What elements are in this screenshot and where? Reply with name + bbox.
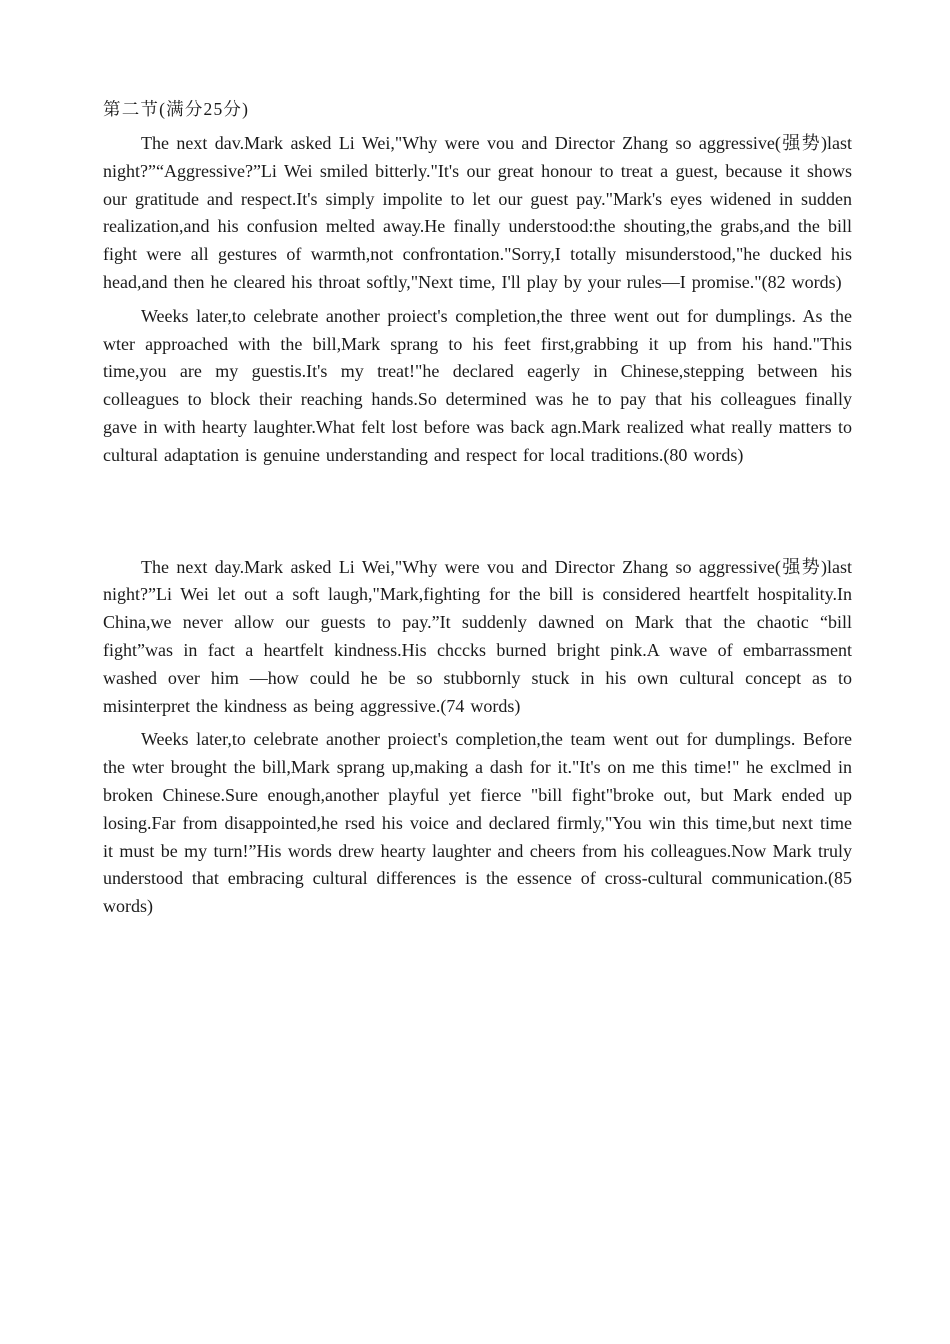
essay-2-paragraph-2: Weeks later,to celebrate another proiect's completion,the team went out for dumplings. Before the wter brought the bill,Mark sprang up,making a dash for it."It's on me this time!" he exclmed in broken Chinese.Sure enough,another playful yet fierce "bill fight"broke out, but Mark ended up losing.Far from disappointed,he rsed his voice and declared firmly,"You win this time,but next time it must be my turn!”His words drew hearty laughter and cheers from his colleagues.Now Mark truly understood that embracing cultural differences is the essence of cross-cultural communication.(85 words) xyxy=(103,729,852,917)
essay-2-paragraph-1: The next day.Mark asked Li Wei,"Why were vou and Director Zhang so aggressive(强势)last night?”Li Wei let out a soft laugh,"Mark,fighting for the bill is considered heartfelt hospitality.In China,we never allow our guests to pay.”It suddenly dawned on Mark that the chaotic “bill fight”was in fact a heartfelt kindness.His chccks burned bright pink.A wave of embarrassment washed over him —how could he be so stubbornly stuck in his own cultural concept as to misinterpret the kindness as being aggressive.(74 words) xyxy=(103,556,852,716)
document-body xyxy=(103,96,852,927)
sample-essay-1 xyxy=(103,96,852,470)
essay-1-paragraph-2: Weeks later,to celebrate another proiect's completion,the three went out for dumplings. As the wter approached with the bill,Mark sprang to his feet first,grabbing it up from his hand."This time,you are my guestis.It's my treat!"he declared eagerly in Chinese,stepping between his colleagues to block their reaching hands.So determined was he to pay that his colleagues finally gave in with hearty laughter.What felt lost before was back agn.Mark realized what really matters to cultural adaptation is genuine understanding and respect for local traditions.(80 words) xyxy=(103,305,852,465)
section-heading: 第二节(满分25分) xyxy=(103,99,250,119)
sample-essay-2 xyxy=(103,554,852,921)
essay-1-paragraph-1: The next dav.Mark asked Li Wei,"Why were vou and Director Zhang so aggressive(强势)last night?”“Aggressive?”Li Wei smiled bitterly."It's our great honour to treat a guest, because it shows our gratitude and respect.It's simply impolite to let our guest pay."Mark's eyes widened in sudden realization,and his confusion melted away.He finally understood:the shouting,the grabs,and the bill fight were all gestures of warmth,not confrontation."Sorry,I totally misunderstood,"he ducked his head,and then he cleared his throat softly,"Next time, I'll play by your rules—I promise."(82 words) xyxy=(103,133,852,292)
